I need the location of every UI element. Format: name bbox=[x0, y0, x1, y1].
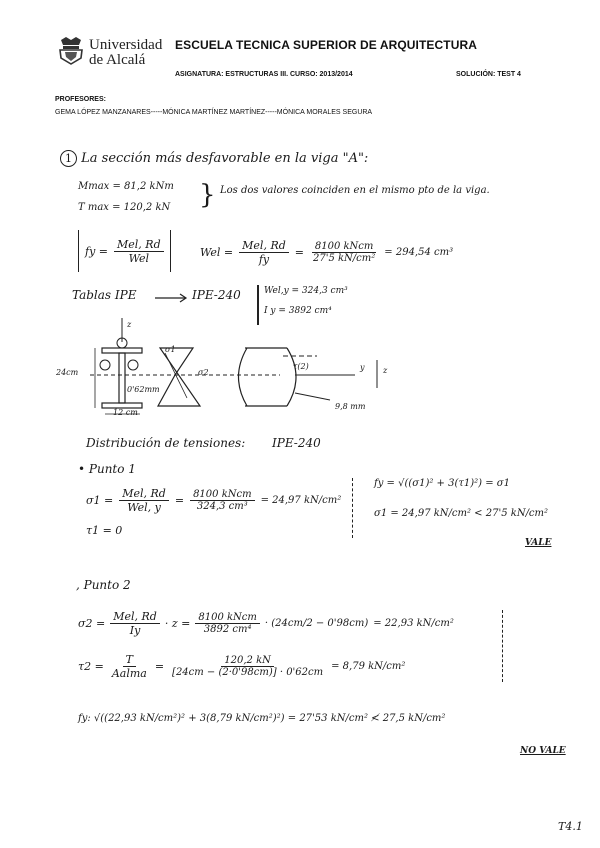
p2-tau-result: = 8,79 kN/cm² bbox=[331, 660, 406, 672]
item-number-circle: 1 bbox=[60, 150, 77, 167]
p2-mid: · z = bbox=[164, 616, 191, 630]
p2-num2: 8100 kNcm bbox=[195, 612, 260, 624]
page-number: T4.1 bbox=[558, 820, 583, 833]
ipe-profile: IPE-240 bbox=[192, 288, 241, 302]
p2-tau-lhs: τ2 = bbox=[78, 659, 104, 673]
p2-den2: 3892 cm⁴ bbox=[203, 623, 252, 635]
p2-paren: · (24cm/2 − 0'98cm) bbox=[264, 617, 369, 629]
punto2-sigma-formula bbox=[78, 605, 454, 641]
punto1-heading: • Punto 1 bbox=[78, 462, 136, 476]
final-check: fy: √((22,93 kN/cm²)² + 3(8,79 kN/cm²)²) = 27'53 kN/cm² ≮ 27,5 kN/cm² bbox=[78, 713, 446, 724]
p2-divider bbox=[502, 610, 504, 682]
p2-tnum: T bbox=[123, 653, 136, 667]
p2-tnum2: 120,2 kN bbox=[221, 655, 274, 667]
p1-sigma-lhs: σ1 = bbox=[86, 493, 114, 507]
p1-eq: = bbox=[174, 493, 185, 507]
university-name-line2: de Alcalá bbox=[89, 52, 146, 68]
p2-teq: = bbox=[154, 659, 165, 673]
fy-formula-box bbox=[78, 230, 171, 272]
p2-sigma-lhs: σ2 = bbox=[78, 616, 106, 630]
p1-den2: 324,3 cm³ bbox=[196, 500, 248, 512]
wel-lhs: Wel = bbox=[200, 245, 234, 259]
no-vale-label: NO VALE bbox=[520, 746, 566, 756]
p1-result: = 24,97 kN/cm² bbox=[260, 494, 342, 506]
wel-eq: = bbox=[294, 245, 304, 259]
wel-den1: fy bbox=[258, 252, 270, 266]
school-name: ESCUELA TECNICA SUPERIOR DE ARQUITECTURA bbox=[175, 38, 478, 52]
punto2-tau-formula bbox=[78, 648, 405, 684]
diagram-sigma2-label: σ2 bbox=[198, 368, 209, 377]
p1-den: Wel, y bbox=[127, 500, 161, 514]
diagram-z-label: z bbox=[127, 320, 132, 329]
diagram-tau-label: τ(2) bbox=[293, 362, 309, 371]
fy-box-den: Wel bbox=[128, 251, 150, 265]
wel-result: = 294,54 cm³ bbox=[384, 246, 454, 258]
wel-num1: Mel, Rd bbox=[239, 239, 289, 253]
distribution-ipe: IPE-240 bbox=[272, 436, 321, 450]
diagram-z2-label: z bbox=[383, 366, 388, 375]
diagram-y-label: y bbox=[360, 363, 365, 372]
course-line: ASIGNATURA: ESTRUCTURAS III. CURSO: 2013/2014 bbox=[175, 71, 353, 78]
p2-tden2: [24cm − (2·0'98cm)] · 0'62cm bbox=[172, 666, 324, 678]
coincide-text: Los dos valores coinciden en el mismo pto de la viga. bbox=[220, 185, 490, 196]
punto2-heading: , Punto 2 bbox=[76, 578, 131, 592]
p2-tden: Aalma bbox=[111, 666, 147, 680]
brace-right: } bbox=[199, 180, 216, 210]
solution-label: SOLUCIÓN: TEST 4 bbox=[456, 71, 521, 78]
diagram-sigma1-label: σ1 bbox=[165, 345, 176, 354]
wel-y-value: Wel,y = 324,3 cm³ bbox=[264, 286, 348, 296]
mmax-value: Mmax = 81,2 kNm bbox=[78, 181, 174, 192]
tmax-value: T max = 120,2 kN bbox=[78, 202, 171, 213]
vale-label: VALE bbox=[525, 538, 552, 548]
intro-text: La sección más desfavorable en la viga "A": bbox=[81, 151, 369, 166]
p1-tau: τ1 = 0 bbox=[86, 524, 123, 537]
diagram-width-label: 12 cm bbox=[113, 408, 138, 417]
intro-line bbox=[60, 150, 368, 167]
university-name-line1: Universidad bbox=[89, 37, 163, 53]
p2-den: Iy bbox=[129, 623, 141, 637]
diagram-web-label: 0'62mm bbox=[127, 385, 160, 394]
fy-box-lhs: fy = bbox=[85, 244, 108, 258]
fy-box-num: Mel, Rd bbox=[114, 238, 164, 252]
professors-list: GEMA LÓPEZ MANZANARES-----MÓNICA MARTÍNEZ MARTÍNEZ-----MÓNICA MORALES SEGURA bbox=[55, 109, 373, 116]
punto1-sigma-formula bbox=[86, 482, 341, 518]
wel-num2: 8100 kNcm bbox=[312, 241, 377, 253]
diagram-height-label: 24cm bbox=[56, 368, 79, 377]
p2-num: Mel, Rd bbox=[110, 610, 160, 624]
p1-check: σ1 = 24,97 kN/cm² < 27'5 kN/cm² bbox=[374, 508, 549, 519]
p1-num2: 8100 kNcm bbox=[190, 489, 255, 501]
arrow-right-icon bbox=[154, 292, 188, 304]
tablas-label: Tablas IPE bbox=[72, 288, 137, 302]
distribution-title: Distribución de tensiones: bbox=[86, 436, 246, 450]
wel-formula bbox=[200, 232, 453, 272]
university-crest-icon bbox=[55, 36, 87, 66]
iy-value: I y = 3892 cm⁴ bbox=[264, 306, 332, 316]
wel-den2: 27'5 kN/cm² bbox=[312, 252, 376, 264]
diagram-flange-label: 9,8 mm bbox=[335, 402, 366, 411]
p1-num: Mel, Rd bbox=[119, 487, 169, 501]
p1-divider bbox=[352, 478, 354, 538]
p1-fy-formula: fy = √((σ1)² + 3(τ1)²) = σ1 bbox=[374, 478, 510, 489]
p2-result: = 22,93 kN/cm² bbox=[373, 617, 454, 629]
professors-label: PROFESORES: bbox=[55, 96, 106, 103]
